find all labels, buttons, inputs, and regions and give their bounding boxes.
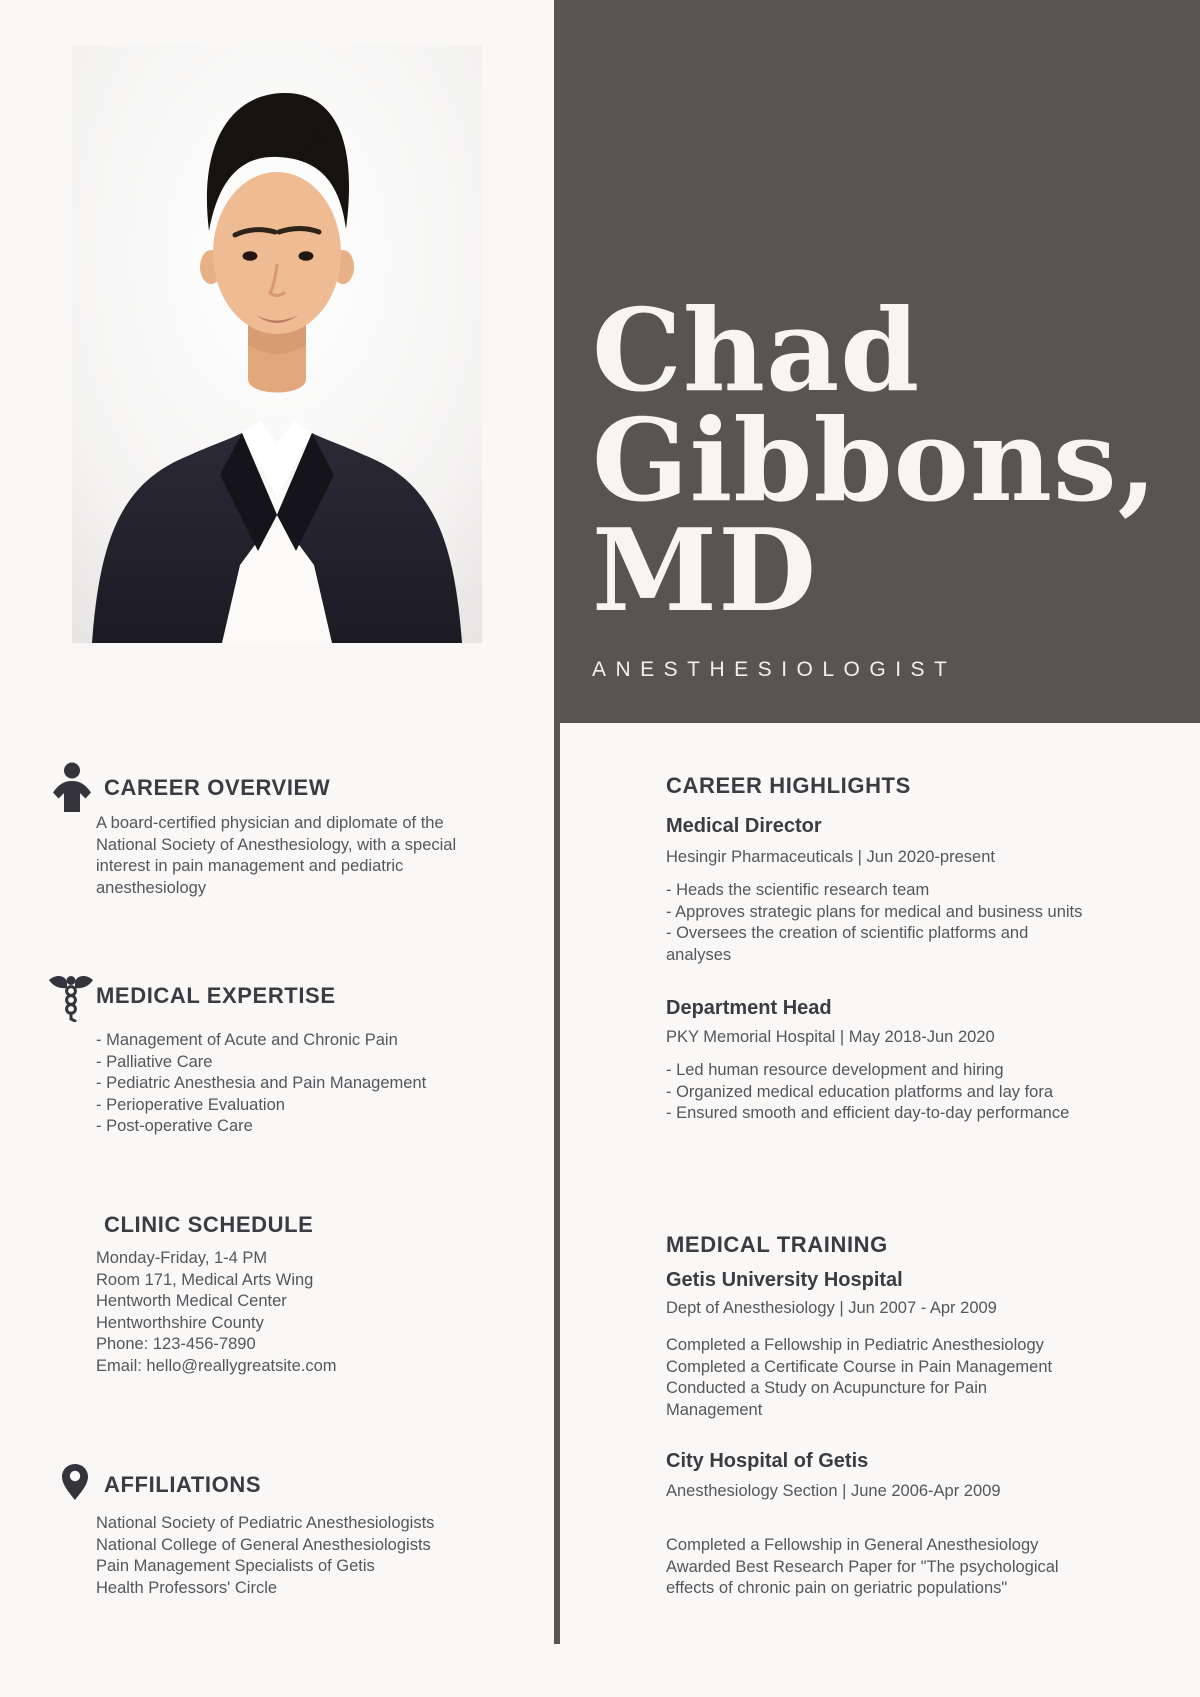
medical-expertise-heading: MEDICAL EXPERTISE [96, 983, 336, 1008]
training-line: Conducted a Study on Acupuncture for Pain [666, 1379, 988, 1397]
bullet-line: - Heads the scientific research team [666, 881, 930, 899]
bullet-line: - Oversees the creation of scientific platforms and [666, 924, 1029, 942]
role-org-dates: Hesingir Pharmaceuticals | Jun 2020-present [666, 848, 995, 866]
career-highlights-heading: CAREER HIGHLIGHTS [666, 773, 911, 798]
schedule-line: Phone: 123-456-7890 [96, 1335, 256, 1353]
role-title: Medical Director [666, 815, 822, 837]
affiliation-item: National College of General Anesthesiologists [96, 1535, 431, 1554]
caduceus-icon [48, 974, 94, 1027]
name-block [592, 284, 1192, 637]
training-org: City Hospital of Getis [666, 1450, 869, 1472]
medical-expertise-list [96, 1030, 496, 1138]
expertise-item: - Perioperative Evaluation [96, 1095, 285, 1114]
expertise-item: - Management of Acute and Chronic Pain [96, 1031, 398, 1049]
affiliations-list [96, 1513, 496, 1599]
training-line: effects of chronic pain on geriatric populations" [666, 1579, 1008, 1597]
location-pin-icon [62, 1464, 88, 1505]
portrait-photo [72, 45, 482, 643]
career-overview-heading: CAREER OVERVIEW [104, 775, 331, 800]
training-org: Getis University Hospital [666, 1269, 903, 1291]
bullet-line: - Led human resource development and hiring [666, 1061, 1004, 1079]
bullet-line: - Ensured smooth and efficient day-to-day performance [666, 1104, 1070, 1122]
name-line-3: MD [592, 504, 818, 637]
schedule-line: Room 171, Medical Arts Wing [96, 1270, 314, 1289]
affiliations-heading: AFFILIATIONS [104, 1472, 262, 1497]
schedule-line: Hentworthshire County [96, 1313, 264, 1332]
overview-line: anesthesiology [96, 878, 207, 897]
expertise-item: - Post-operative Care [96, 1117, 253, 1135]
medical-training-heading: MEDICAL TRAINING [666, 1232, 888, 1257]
clinic-schedule-heading: CLINIC SCHEDULE [104, 1212, 314, 1237]
clinic-schedule-text [96, 1248, 496, 1377]
expertise-item: - Pediatric Anesthesia and Pain Management [96, 1074, 427, 1092]
schedule-line: Monday-Friday, 1-4 PM [96, 1249, 268, 1267]
training-dept-dates: Anesthesiology Section | June 2006-Apr 2009 [666, 1482, 1001, 1500]
affiliation-item: Health Professors' Circle [96, 1578, 278, 1597]
overview-line: National Society of Anesthesiology, with a special [96, 835, 457, 854]
overview-line: A board-certified physician and diplomate of the [96, 814, 444, 832]
role-bullets [666, 880, 1156, 966]
training-dept-dates: Dept of Anesthesiology | Jun 2007 - Apr 2009 [666, 1299, 997, 1317]
role-org-dates: PKY Memorial Hospital | May 2018-Jun 2020 [666, 1028, 995, 1046]
career-overview-text [96, 813, 496, 899]
job-title: ANESTHESIOLOGIST [592, 658, 957, 681]
training-line: Completed a Fellowship in Pediatric Anesthesiology [666, 1336, 1044, 1354]
person-icon [50, 762, 94, 817]
overview-line: interest in pain management and pediatric [96, 857, 404, 875]
name-line-1: Chad [592, 284, 921, 417]
bullet-line: - Organized medical education platforms and lay fora [666, 1082, 1054, 1101]
portrait-illustration [72, 45, 482, 643]
training-line: Awarded Best Research Paper for "The psychological [666, 1557, 1059, 1576]
schedule-line: Hentworth Medical Center [96, 1292, 287, 1310]
training-details [666, 1535, 1156, 1600]
bullet-line: analyses [666, 945, 732, 964]
bullet-line: - Approves strategic plans for medical and business units [666, 902, 1083, 921]
training-details [666, 1335, 1156, 1421]
training-line: Management [666, 1400, 763, 1419]
column-divider-line [554, 723, 560, 1644]
role-title: Department Head [666, 997, 832, 1019]
affiliation-item: National Society of Pediatric Anesthesiologists [96, 1514, 435, 1532]
schedule-email: Email: hello@reallygreatsite.com [96, 1356, 337, 1375]
expertise-item: - Palliative Care [96, 1052, 213, 1071]
affiliation-item: Pain Management Specialists of Getis [96, 1557, 375, 1575]
name-line-2: Gibbons, [592, 394, 1158, 527]
training-line: Completed a Certificate Course in Pain Management [666, 1357, 1053, 1376]
training-line: Completed a Fellowship in General Anesthesiology [666, 1536, 1039, 1554]
role-bullets [666, 1060, 1156, 1125]
